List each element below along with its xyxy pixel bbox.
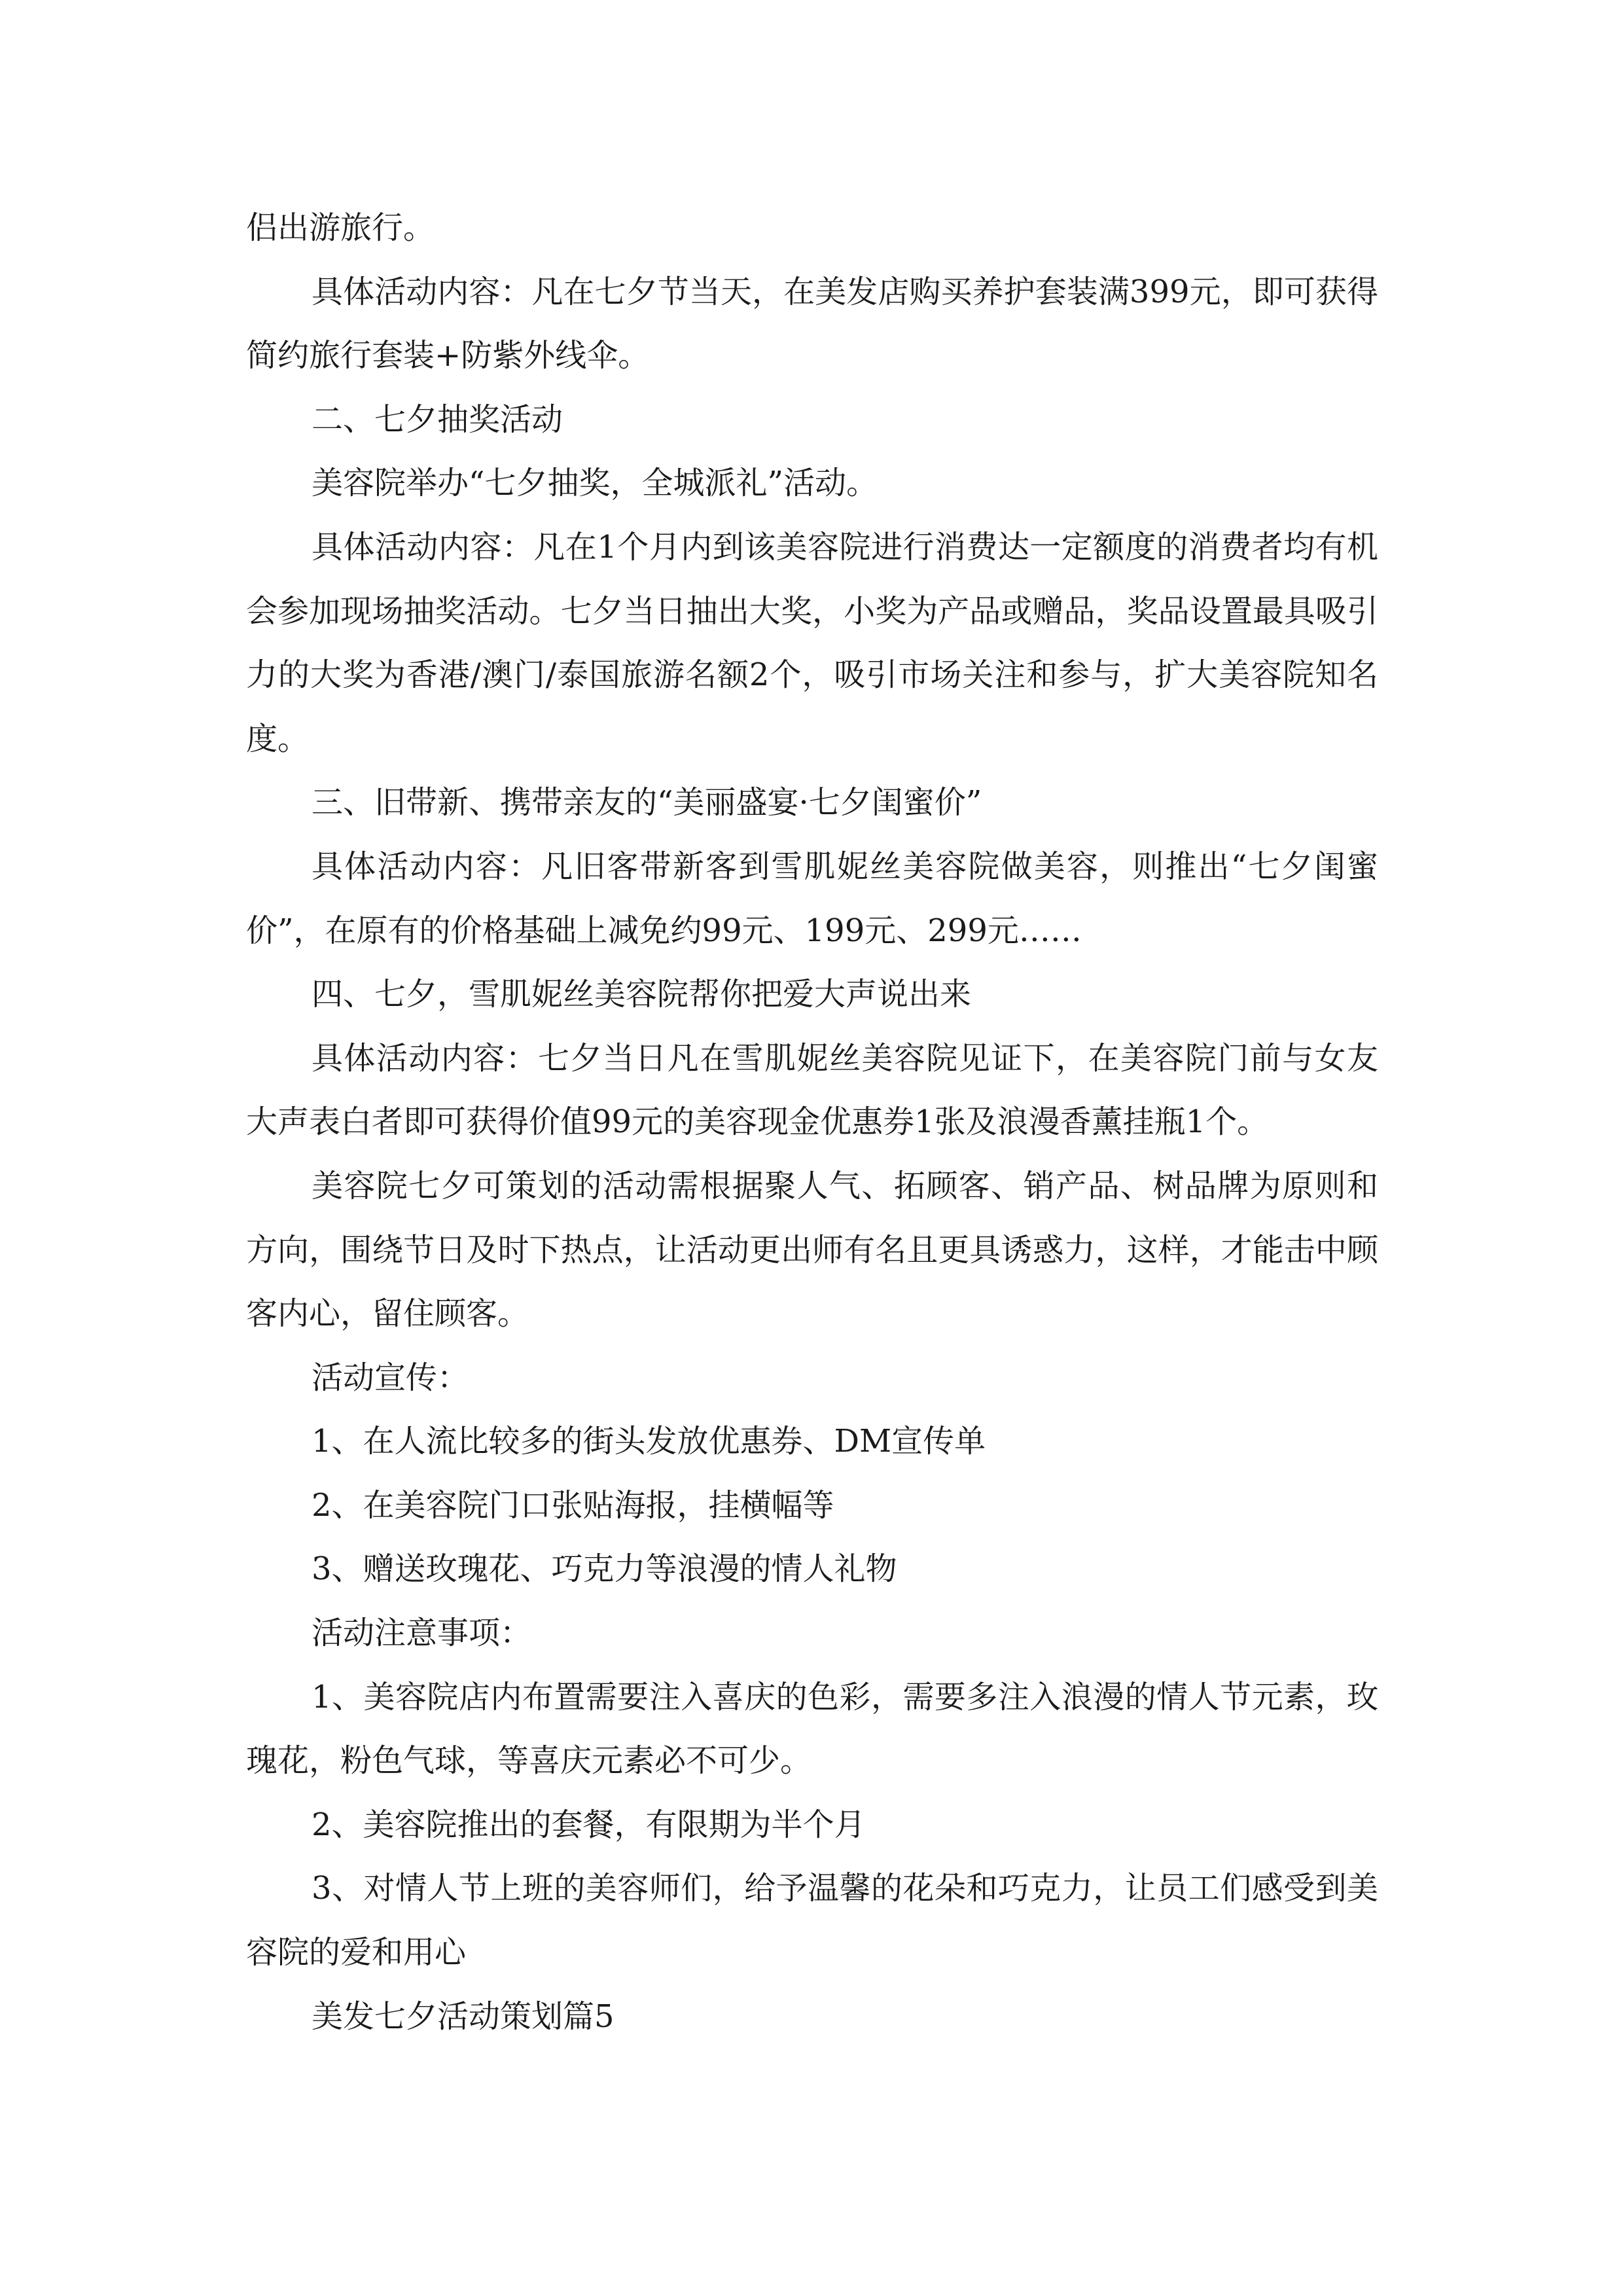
- section-heading-2: 二、七夕抽奖活动: [312, 401, 563, 438]
- notes-item-2: 2、美容院推出的套餐，有限期为半个月: [312, 1806, 866, 1843]
- paragraph-5: 具体活动内容：凡在1个月内到该美容院进行消费达一定额度的消费者均有机会参加现场抽奖活动。七夕当日抽出大奖，小奖为产品或赠品，奖品设置最具吸引力的大奖为香港/澳门/泰国旅游名额2个，吸引市场关注和参与，扩大美容院知名度。: [246, 528, 1378, 757]
- notes-heading: 活动注意事项：: [312, 1615, 532, 1652]
- notes-item-3: 3、对情人节上班的美容师们，给予温馨的花朵和巧克力，让员工们感受到美容院的爱和用心: [246, 1870, 1378, 1971]
- promotion-item-1: 1、在人流比较多的街头发放优惠券、DM宣传单: [312, 1423, 986, 1460]
- promotion-item-3: 3、赠送玫瑰花、巧克力等浪漫的情人礼物: [312, 1551, 897, 1588]
- section-heading-3: 三、旧带新、携带亲友的“美丽盛宴·七夕闺蜜价”: [312, 784, 982, 821]
- paragraph-10: 美容院七夕可策划的活动需根据聚人气、拓顾客、销产品、树品牌为原则和方向，围绕节日及时下热点，让活动更出师有名且更具诱惑力，这样，才能击中顾客内心，留住顾客。: [246, 1167, 1378, 1333]
- notes-item-1: 1、美容院店内布置需要注入喜庆的色彩，需要多注入浪漫的情人节元素，玫瑰花，粉色气球，等喜庆元素必不可少。: [246, 1678, 1378, 1780]
- paragraph-2: 具体活动内容：凡在七夕节当天，在美发店购买养护套装满399元，即可获得简约旅行套装+防紫外线伞。: [246, 273, 1378, 374]
- paragraph-4: 美容院举办“七夕抽奖，全城派礼”活动。: [312, 465, 878, 502]
- paragraph-1: 侣出游旅行。: [246, 209, 435, 246]
- document-body: [246, 196, 1378, 2049]
- paragraph-7: 具体活动内容：凡旧客带新客到雪肌妮丝美容院做美容，则推出“七夕闺蜜价”，在原有的价格基础上减免约99元、199元、299元……: [246, 848, 1378, 949]
- chapter-title-5: 美发七夕活动策划篇5: [312, 1998, 615, 2035]
- promotion-heading: 活动宣传：: [312, 1359, 469, 1396]
- section-heading-4: 四、七夕，雪肌妮丝美容院帮你把爱大声说出来: [312, 976, 972, 1013]
- paragraph-9: 具体活动内容：七夕当日凡在雪肌妮丝美容院见证下，在美容院门前与女友大声表白者即可获得价值99元的美容现金优惠券1张及浪漫香薰挂瓶1个。: [246, 1039, 1378, 1141]
- promotion-item-2: 2、在美容院门口张贴海报，挂横幅等: [312, 1486, 834, 1524]
